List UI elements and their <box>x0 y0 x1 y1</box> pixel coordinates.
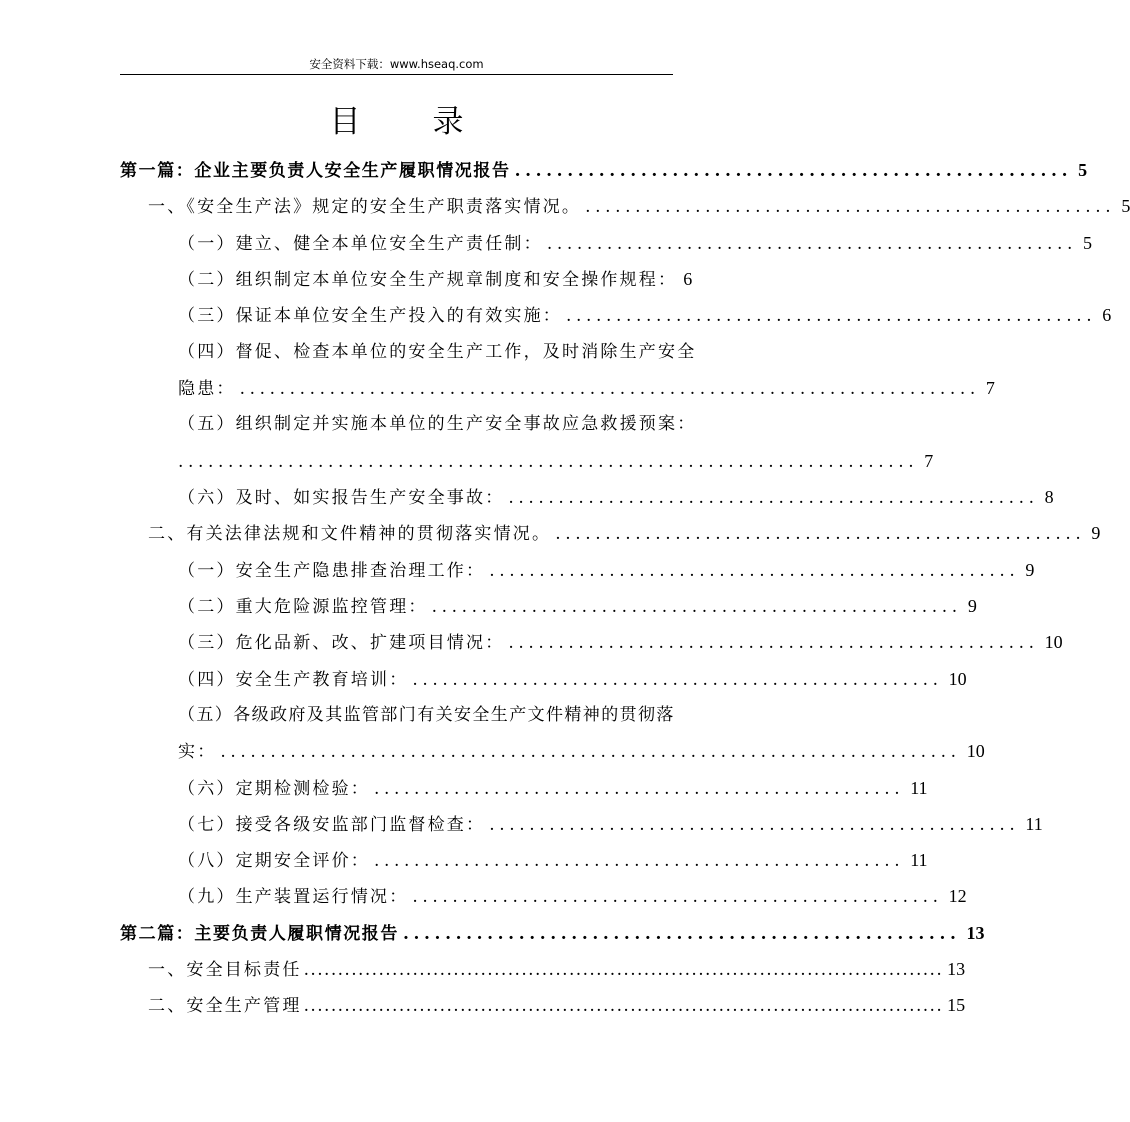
dot-leader: ..................................................... <box>412 670 943 690</box>
toc-entry-part-1[interactable] <box>120 158 1088 182</box>
dot-leader: ..................................................... <box>546 234 1078 254</box>
toc-entry-label: 隐患： <box>178 379 236 399</box>
dot-leader: ..................................................... <box>489 561 1020 581</box>
toc-entry-section-1-5-line-1[interactable]: （五）组织制定并实施本单位的生产安全事故应急救援预案： <box>178 414 697 434</box>
toc-entry-label: 一、安全目标责任 <box>148 960 302 980</box>
toc-entry-label: （八）定期安全评价： <box>178 851 370 871</box>
toc-entry-section-2-3[interactable] <box>178 630 1063 654</box>
toc-entry-section-1-4[interactable] <box>178 376 995 400</box>
toc-entry-page: 10 <box>948 669 967 689</box>
toc-entry-page: 6 <box>1102 305 1112 325</box>
toc-entry-label: （六）定期检测检验： <box>178 779 370 799</box>
toc-entry-page: 10 <box>1044 632 1063 652</box>
toc-entry-section-2-1[interactable] <box>178 558 1035 582</box>
toc-entry-page: 8 <box>1044 487 1054 507</box>
toc-entry-section-2-5[interactable] <box>178 739 985 763</box>
dot-leader: ..................................................... <box>374 851 905 871</box>
page-title: 目录 <box>329 104 536 140</box>
dot-leader: ..................................................... <box>514 161 1073 181</box>
toc-entry-page: 9 <box>1091 523 1101 543</box>
dot-leader: .............................................................................................. <box>303 996 944 1016</box>
toc-entry-page: 9 <box>1025 560 1035 580</box>
toc-entry-page: 6 <box>683 269 693 289</box>
toc-entry-label: （四）安全生产教育培训： <box>178 670 409 690</box>
toc-entry-section-2-6[interactable] <box>178 776 928 800</box>
toc-entry-label: 第二篇：主要负责人履职情况报告 <box>120 924 399 944</box>
toc-entry-label: 二、有关法律法规和文件精神的贯彻落实情况。 <box>148 524 552 544</box>
dot-leader: ..................................................... <box>508 488 1039 508</box>
dot-leader: .......................................................................... <box>178 452 919 472</box>
dot-leader: ..................................................... <box>555 524 1086 544</box>
page-header: 安全资料下载：www.hseaq.com <box>309 57 484 71</box>
toc-entry-part-2-section-2[interactable] <box>148 993 966 1017</box>
dot-leader: .......................................................................... <box>220 742 961 762</box>
toc-entry-label: 一、《安全生产法》规定的安全生产职责落实情况。 <box>148 197 582 217</box>
toc-entry-page: 10 <box>966 741 985 761</box>
dot-leader: ..................................................... <box>412 887 943 907</box>
toc-entry-label: （九）生产装置运行情况： <box>178 887 409 907</box>
dot-leader: ..................................................... <box>489 815 1020 835</box>
toc-entry-label: 二、安全生产管理 <box>148 996 302 1016</box>
toc-entry-section-2-2[interactable] <box>178 594 977 618</box>
toc-entry-label: （三）危化品新、改、扩建项目情况： <box>178 633 505 653</box>
toc-entry-section-1-5[interactable] <box>178 449 934 473</box>
dot-leader: .......................................................................... <box>239 379 980 399</box>
toc-entry-section-1-4-line-1[interactable]: （四）督促、检查本单位的安全生产工作，及时消除生产安全 <box>178 342 697 362</box>
toc-entry-part-2-section-1[interactable] <box>148 957 966 981</box>
toc-entry-section-2-5-line-1[interactable]: （五）各级政府及其监管部门有关安全生产文件精神的贯彻落 <box>178 705 675 725</box>
toc-entry-page: 11 <box>910 778 928 798</box>
toc-entry-part-2[interactable] <box>120 921 985 945</box>
toc-entry-page: 9 <box>967 596 977 616</box>
toc-entry-page: 13 <box>966 923 985 943</box>
toc-entry-label: （六）及时、如实报告生产安全事故： <box>178 488 505 508</box>
toc-entry-label: 第一篇：企业主要负责人安全生产履职情况报告 <box>120 161 511 181</box>
toc-entry-section-1-3[interactable] <box>178 303 1112 327</box>
toc-entry-section-2-4[interactable] <box>178 667 967 691</box>
toc-entry-section-1-6[interactable] <box>178 485 1054 509</box>
dot-leader: ..................................................... <box>374 779 905 799</box>
toc-entry-label: （七）接受各级安监部门监督检查： <box>178 815 486 835</box>
toc-entry-page: 7 <box>924 451 934 471</box>
toc-entry-section-1-1[interactable] <box>178 231 1093 255</box>
toc-entry-label: （一）建立、健全本单位安全生产责任制： <box>178 234 543 254</box>
dot-leader: ..................................................... <box>585 197 1116 217</box>
toc-entry-label: （三）保证本单位安全生产投入的有效实施： <box>178 306 562 326</box>
toc-entry-page: 11 <box>910 850 928 870</box>
toc-entry-page: 15 <box>947 995 966 1015</box>
toc-entry-page: 5 <box>1121 196 1130 216</box>
header-rule <box>120 74 673 75</box>
toc-entry-page: 13 <box>947 959 966 979</box>
toc-entry-label: 实： <box>178 742 217 762</box>
toc-entry-page: 5 <box>1078 160 1088 180</box>
dot-leader: ..................................................... <box>508 633 1039 653</box>
dot-leader: .............................................................................................. <box>303 960 944 980</box>
toc-entry-page: 12 <box>948 886 967 906</box>
toc-entry-section-2-9[interactable] <box>178 884 967 908</box>
toc-entry-label: （一）安全生产隐患排查治理工作： <box>178 561 486 581</box>
toc-entry-label: （二）重大危险源监控管理： <box>178 597 428 617</box>
toc-entry-section-2-8[interactable] <box>178 848 928 872</box>
toc-entry-section-2-7[interactable] <box>178 812 1043 836</box>
toc-entry-page: 5 <box>1083 233 1093 253</box>
dot-leader: ..................................................... <box>566 306 1097 326</box>
toc-entry-page: 11 <box>1025 814 1043 834</box>
toc-entry-section-1[interactable] <box>148 194 1130 218</box>
toc-entry-page: 7 <box>985 378 995 398</box>
toc-entry-section-2[interactable] <box>148 521 1101 545</box>
toc-entry-section-1-2[interactable] <box>178 267 693 291</box>
dot-leader: ..................................................... <box>403 924 961 944</box>
toc-entry-label: （二）组织制定本单位安全生产规章制度和安全操作规程： <box>178 270 678 290</box>
dot-leader: ..................................................... <box>431 597 962 617</box>
